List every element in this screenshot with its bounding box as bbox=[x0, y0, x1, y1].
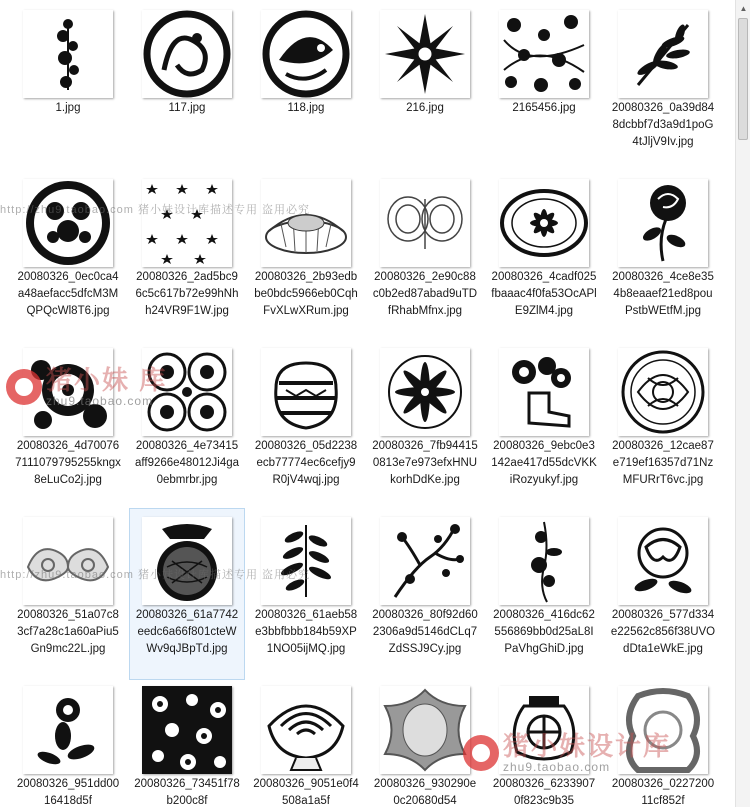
file-name-label[interactable]: 20080326_12cae87e719ef16357d71NzMFURrT6vc.jpg bbox=[612, 440, 714, 486]
watermark-logo-tail: 库 bbox=[139, 365, 168, 395]
file-item[interactable] bbox=[367, 9, 483, 118]
file-thumbnail[interactable] bbox=[142, 517, 232, 605]
file-item[interactable] bbox=[248, 9, 364, 118]
file-name-label[interactable]: 20080326_61aeb58e3bbfbbb184b59XP1NO05ijMQ.jpg bbox=[254, 609, 358, 655]
file-item[interactable] bbox=[10, 9, 126, 118]
file-thumbnail[interactable] bbox=[499, 10, 589, 98]
file-name-label[interactable]: 20080326_577d334e22562c856f38UVOdDta1eWkE.jpg bbox=[610, 609, 716, 655]
file-name-label[interactable]: 20080326_80f92d602306a9d5146dCLq7ZdSSJ9Cy.jpg bbox=[372, 609, 478, 655]
file-item[interactable] bbox=[248, 178, 364, 321]
file-thumbnail[interactable] bbox=[261, 179, 351, 267]
file-item[interactable] bbox=[129, 508, 245, 680]
file-thumbnail[interactable] bbox=[261, 686, 351, 774]
file-name-label[interactable]: 20080326_4cadf025fbaaac4f0fa53OcAPlE9ZlM4.jpg bbox=[491, 271, 597, 317]
file-thumbnail[interactable] bbox=[499, 348, 589, 436]
file-item[interactable] bbox=[248, 347, 364, 490]
file-thumbnail[interactable] bbox=[618, 348, 708, 436]
file-thumbnail[interactable] bbox=[23, 686, 113, 774]
file-thumbnail[interactable] bbox=[261, 348, 351, 436]
watermark-logo-url: zhu9.taobao.com bbox=[503, 760, 611, 774]
file-name-label[interactable]: 20080326_9051e0f4508a1a5f bbox=[253, 778, 359, 807]
file-item[interactable] bbox=[486, 9, 602, 118]
file-name-label[interactable]: 216.jpg bbox=[406, 102, 444, 114]
file-thumbnail[interactable] bbox=[618, 517, 708, 605]
file-item[interactable] bbox=[248, 685, 364, 807]
file-thumbnail[interactable] bbox=[142, 686, 232, 774]
file-name-label[interactable]: 20080326_022720011cf852f bbox=[611, 778, 715, 807]
watermark-text-row-1: http://zhu9.taobao.com 猪小妹设计库描述专用 盗用必究 bbox=[0, 204, 311, 215]
file-name-label[interactable]: 20080326_416dc62556869bb0d25aL8IPaVhgGhiD.jpg bbox=[493, 609, 595, 655]
file-name-label[interactable]: 20080326_2ad5bc96c5c617b72e99hNhh24VR9F1W.jpg bbox=[135, 271, 239, 317]
watermark-logo-text: 猪小妹 bbox=[46, 365, 131, 395]
file-item[interactable] bbox=[129, 9, 245, 118]
file-thumbnail[interactable] bbox=[23, 179, 113, 267]
file-thumbnail[interactable] bbox=[499, 517, 589, 605]
file-name-label[interactable]: 2165456.jpg bbox=[512, 102, 576, 114]
file-item[interactable] bbox=[605, 347, 721, 490]
scrollbar-thumb[interactable] bbox=[738, 18, 748, 140]
file-thumbnail[interactable] bbox=[261, 517, 351, 605]
file-item[interactable] bbox=[129, 685, 245, 807]
file-name-label[interactable]: 20080326_4e73415aff9266e48012Ji4ga0ebmrbr.jpg bbox=[134, 440, 240, 486]
watermark-logo-text: 猪小妹设计库 bbox=[503, 731, 672, 761]
file-item[interactable] bbox=[10, 516, 126, 659]
watermark-logo-left bbox=[6, 366, 167, 408]
watermark-badge-icon bbox=[463, 735, 499, 771]
file-item[interactable] bbox=[605, 9, 721, 152]
watermark-logo-right bbox=[463, 732, 671, 774]
file-name-label[interactable]: 20080326_930290e0c20680d54 bbox=[373, 778, 477, 807]
file-name-label[interactable]: 20080326_4ce8e354b8eaaef21ed8pouPstbWEtfM.jpg bbox=[612, 271, 714, 317]
file-name-label[interactable]: 20080326_0ec0ca4a48aefacc5dfcM3MQPQcWl8T6.jpg bbox=[17, 271, 119, 317]
file-thumbnail[interactable] bbox=[618, 179, 708, 267]
file-thumbnail[interactable] bbox=[380, 686, 470, 774]
file-item[interactable] bbox=[367, 178, 483, 321]
file-name-label[interactable]: 20080326_05d2238ecb77774ec6cefjy9R0jV4wqj.jpg bbox=[254, 440, 358, 486]
file-thumbnail[interactable] bbox=[499, 179, 589, 267]
file-thumbnail[interactable] bbox=[380, 10, 470, 98]
watermark-badge-icon bbox=[6, 369, 42, 405]
file-thumbnail[interactable] bbox=[380, 517, 470, 605]
file-thumbnail[interactable] bbox=[23, 10, 113, 98]
file-name-label[interactable]: 20080326_4d700767111079795255kngx8eLuCo2j.jpg bbox=[15, 440, 121, 486]
file-thumbnail[interactable] bbox=[142, 10, 232, 98]
file-name-label[interactable]: 20080326_2e90c88c0b2ed87abad9uTDfRhabMfnx.jpg bbox=[372, 271, 478, 317]
file-name-label[interactable]: 20080326_62339070f823c9b35 bbox=[492, 778, 596, 807]
file-name-label[interactable]: 20080326_0a39d848dcbbf7d3a9d1poG4tJljV9Iv.jpg bbox=[611, 102, 715, 148]
file-item[interactable] bbox=[486, 347, 602, 490]
file-item[interactable] bbox=[486, 178, 602, 321]
file-item[interactable] bbox=[367, 516, 483, 659]
file-name-label[interactable]: 20080326_9ebc0e3142ae417d55dcVKKiRozyukyf.jpg bbox=[491, 440, 597, 486]
watermark-text-row-2: http://zhu9.taobao.com 猪小妹设计库描述专用 盗用必究 bbox=[0, 569, 311, 580]
file-item[interactable] bbox=[248, 516, 364, 659]
file-name-label[interactable]: 20080326_61a7742eedc6a66f801cteWWv9qJBpTd.jpg bbox=[135, 609, 239, 655]
file-item[interactable] bbox=[605, 178, 721, 321]
file-thumbnail[interactable] bbox=[380, 348, 470, 436]
file-name-label[interactable]: 117.jpg bbox=[168, 102, 206, 114]
file-item[interactable] bbox=[129, 178, 245, 321]
file-item[interactable] bbox=[605, 516, 721, 659]
file-thumbnail[interactable] bbox=[261, 10, 351, 98]
file-name-label[interactable]: 20080326_51a07c83cf7a28c1a60aPiu5Gn9mc22L.jpg bbox=[17, 609, 119, 655]
file-thumbnail[interactable] bbox=[618, 10, 708, 98]
file-name-label[interactable]: 20080326_73451f78b200c8f bbox=[134, 778, 240, 807]
file-item[interactable] bbox=[486, 516, 602, 659]
watermark-logo-url: zhu9.taobao.com bbox=[46, 394, 154, 408]
file-thumbnail[interactable] bbox=[23, 517, 113, 605]
file-thumbnail[interactable] bbox=[142, 179, 232, 267]
file-item[interactable] bbox=[10, 685, 126, 807]
file-name-label[interactable]: 20080326_7fb944150813e7e973efxHNUkorhDdKe.jpg bbox=[372, 440, 478, 486]
file-item[interactable] bbox=[10, 178, 126, 321]
file-item[interactable] bbox=[367, 347, 483, 490]
file-thumbnail[interactable] bbox=[380, 179, 470, 267]
scroll-up-arrow-icon[interactable]: ▲ bbox=[739, 4, 748, 13]
vertical-scrollbar[interactable] bbox=[735, 0, 750, 807]
file-name-label[interactable]: 20080326_951dd0016418d5f bbox=[16, 778, 120, 807]
file-name-label[interactable]: 20080326_2b93edbbe0bdc5966eb0CqhFvXLwXRum.jpg bbox=[254, 271, 358, 317]
file-name-label[interactable]: 1.jpg bbox=[55, 102, 81, 114]
file-name-label[interactable]: 118.jpg bbox=[287, 102, 325, 114]
